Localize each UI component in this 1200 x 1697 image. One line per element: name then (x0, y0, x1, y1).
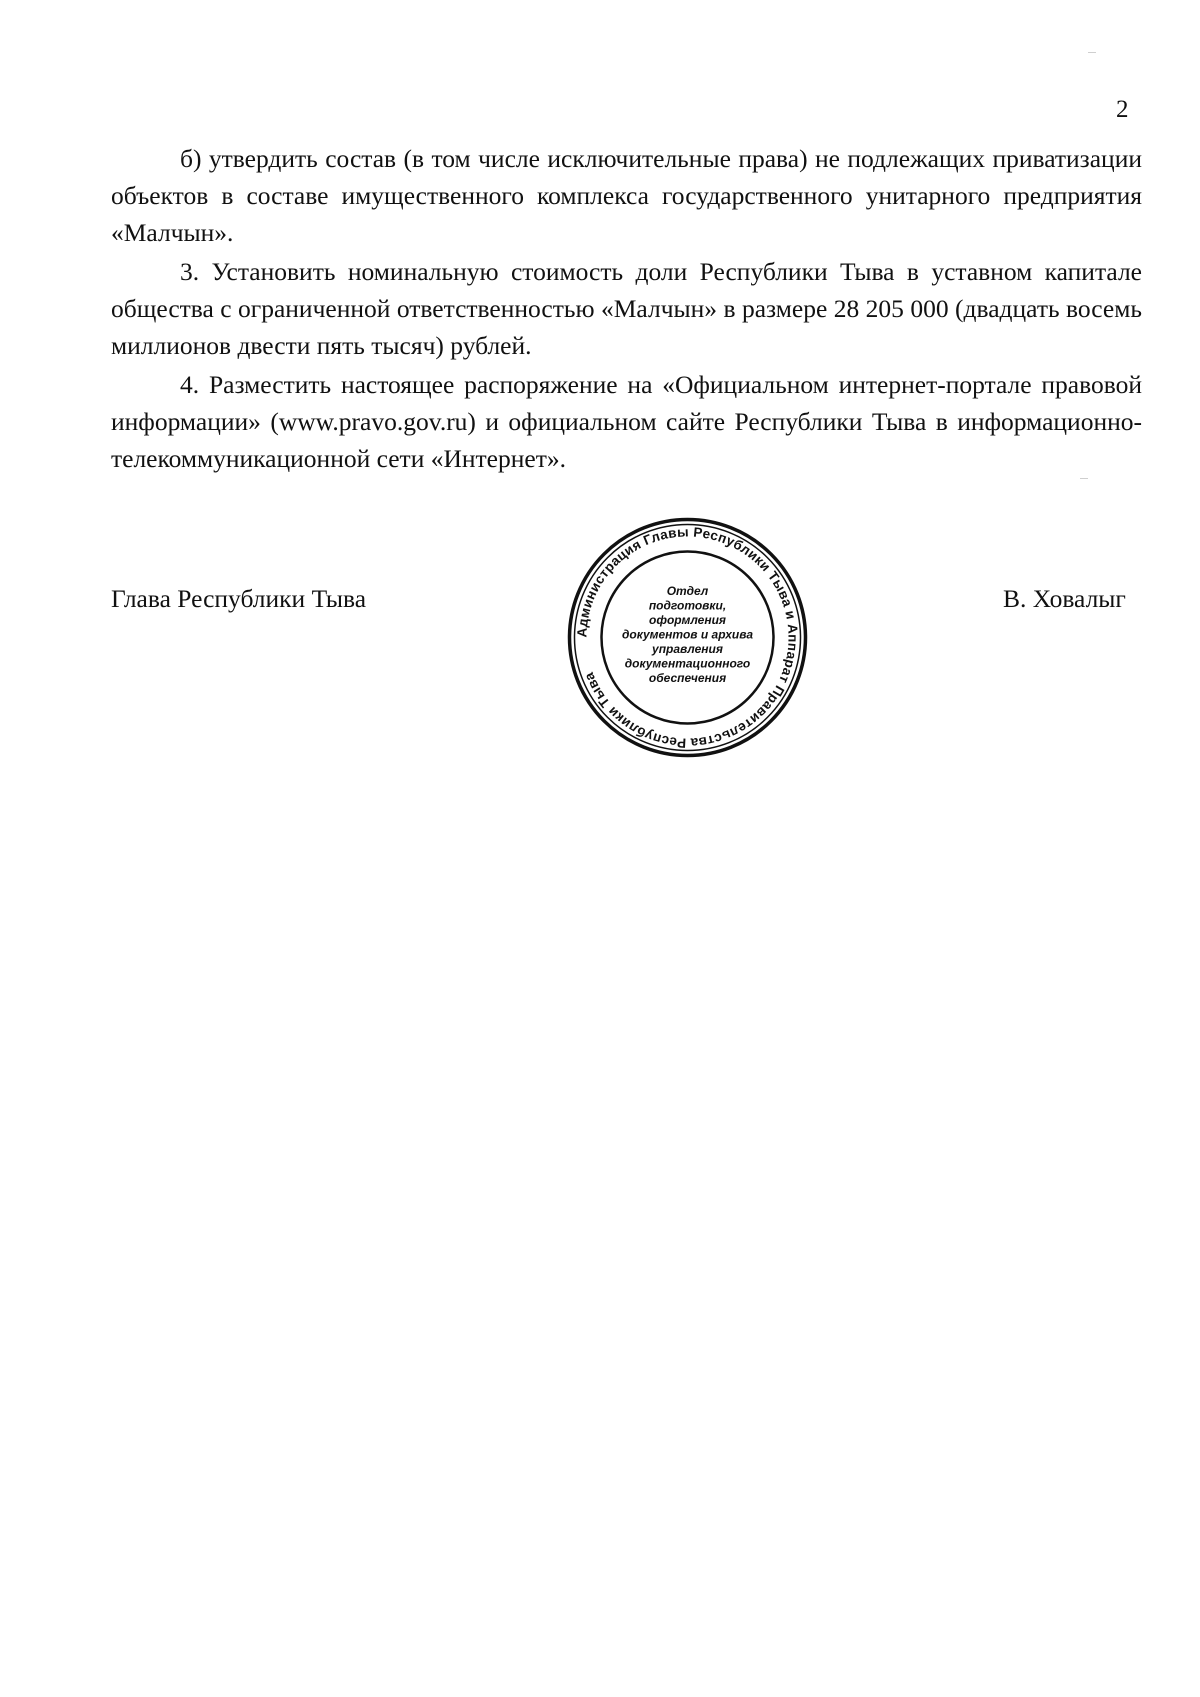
paragraph-nominal-value: 3. Установить номинальную стоимость доли Республики Тыва в уставном капитале общества с ограниченной ответственностью «Малчын» в размере 28 205 000 (двадцать восемь миллионов двести пять тысяч) рублей. (111, 257, 1142, 360)
page-number: 2 (1116, 96, 1129, 123)
scan-artifact (1080, 478, 1088, 479)
seal-center-line: документационного (624, 656, 751, 671)
signatory-title: Глава Республики Тыва (111, 584, 367, 613)
official-seal-stamp (565, 515, 810, 760)
seal-center-line: оформления (649, 613, 726, 627)
signatory-name: В. Ховалыг (1003, 584, 1126, 613)
seal-center-line: управления (652, 642, 723, 656)
scan-artifact (1088, 52, 1096, 53)
seal-ring-text: Администрация Главы Республики Тыва и Аппарат Правительства Республики Тыва (574, 524, 801, 751)
seal-center-line: обеспечения (648, 671, 727, 685)
paragraph-approve-composition: б) утвердить состав (в том числе исключительные права) не подлежащих приватизации объектов в составе имущественного комплекса государственного унитарного предприятия «Малчын». (111, 144, 1142, 247)
paragraph-publish-order: 4. Разместить настоящее распоряжение на «Официальном интернет-портале правовой информации» (www.pravo.gov.ru) и официальном сайте Республики Тыва в информационно-телекоммуникационной сети «Интернет». (111, 370, 1142, 473)
seal-center-line: документов и архива (621, 627, 754, 642)
seal-graphic (565, 515, 810, 760)
document-body (111, 140, 1142, 479)
seal-center-text (622, 584, 753, 685)
seal-center-line: подготовки, (648, 598, 727, 613)
seal-center-line: Отдел (666, 584, 709, 598)
